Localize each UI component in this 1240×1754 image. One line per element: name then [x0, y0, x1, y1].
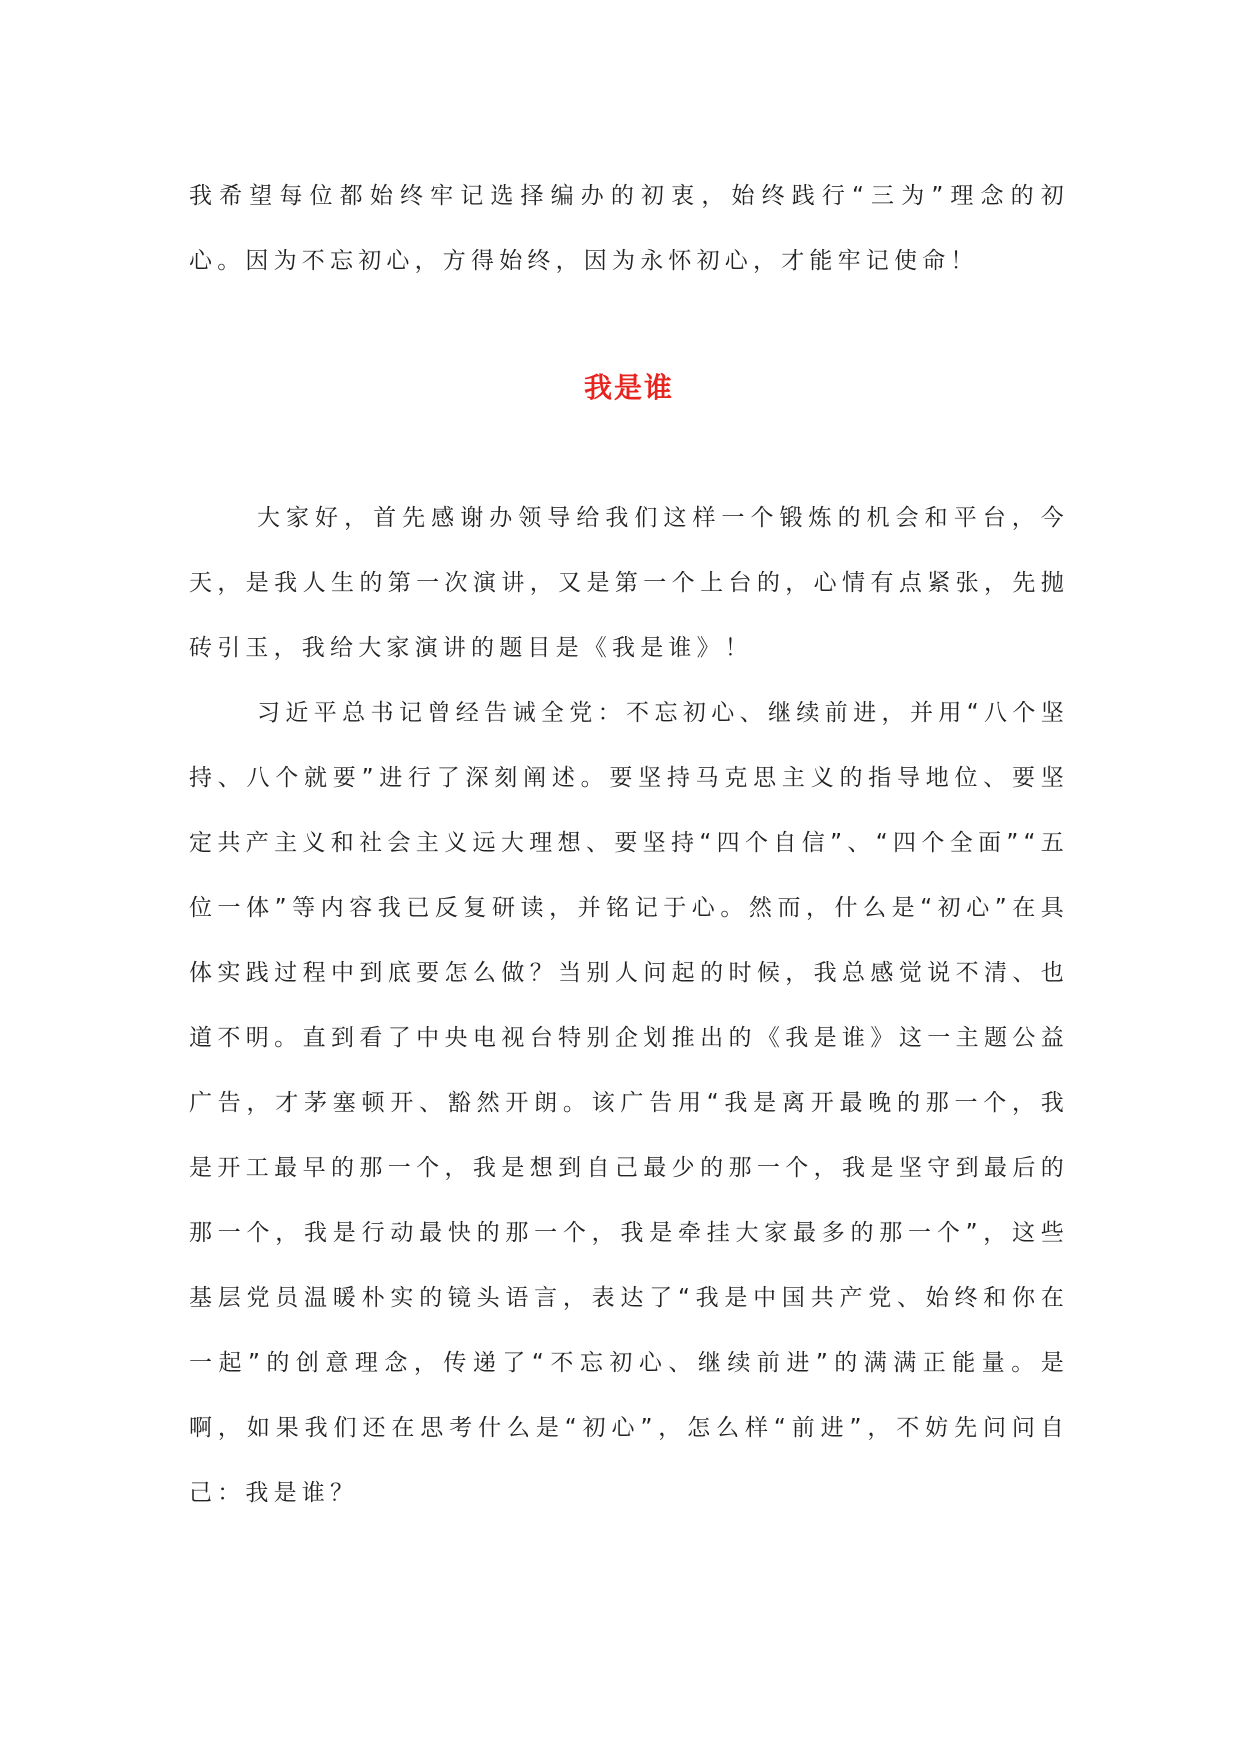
document-body	[189, 164, 1069, 1526]
opening-paragraph: 我希望每位都始终牢记选择编办的初衷，始终践行“三为”理念的初心。因为不忘初心，方得始终，因为永怀初心，才能牢记使命！	[189, 183, 1069, 274]
section-title: 我是谁	[583, 371, 674, 404]
paragraph-main: 习近平总书记曾经告诫全党：不忘初心、继续前进，并用“八个坚持、八个就要”进行了深刻阐述。要坚持马克思主义的指导地位、要坚定共产主义和社会主义远大理想、要坚持“四个自信”、“四个全面”“五位一体”等内容我已反复研读，并铭记于心。然而，什么是“初心”在具体实践过程中到底要怎么做？当别人问起的时候，我总感觉说不清、也道不明。直到看了中央电视台特别企划推出的《我是谁》这一主题公益广告，才茅塞顿开、豁然开朗。该广告用“我是离开最晚的那一个，我是开工最早的那一个，我是想到自己最少的那一个，我是坚守到最后的那一个，我是行动最快的那一个，我是牵挂大家最多的那一个”，这些基层党员温暖朴实的镜头语言，表达了“我是中国共产党、始终和你在一起”的创意理念，传递了“不忘初心、继续前进”的满满正能量。是啊，如果我们还在思考什么是“初心”，怎么样“前进”，不妨先问问自己：我是谁？	[189, 700, 1069, 1506]
paragraph-greeting: 大家好，首先感谢办领导给我们这样一个锻炼的机会和平台，今天，是我人生的第一次演讲，又是第一个上台的，心情有点紧张，先抛砖引玉，我给大家演讲的题目是《我是谁》！	[189, 505, 1069, 661]
